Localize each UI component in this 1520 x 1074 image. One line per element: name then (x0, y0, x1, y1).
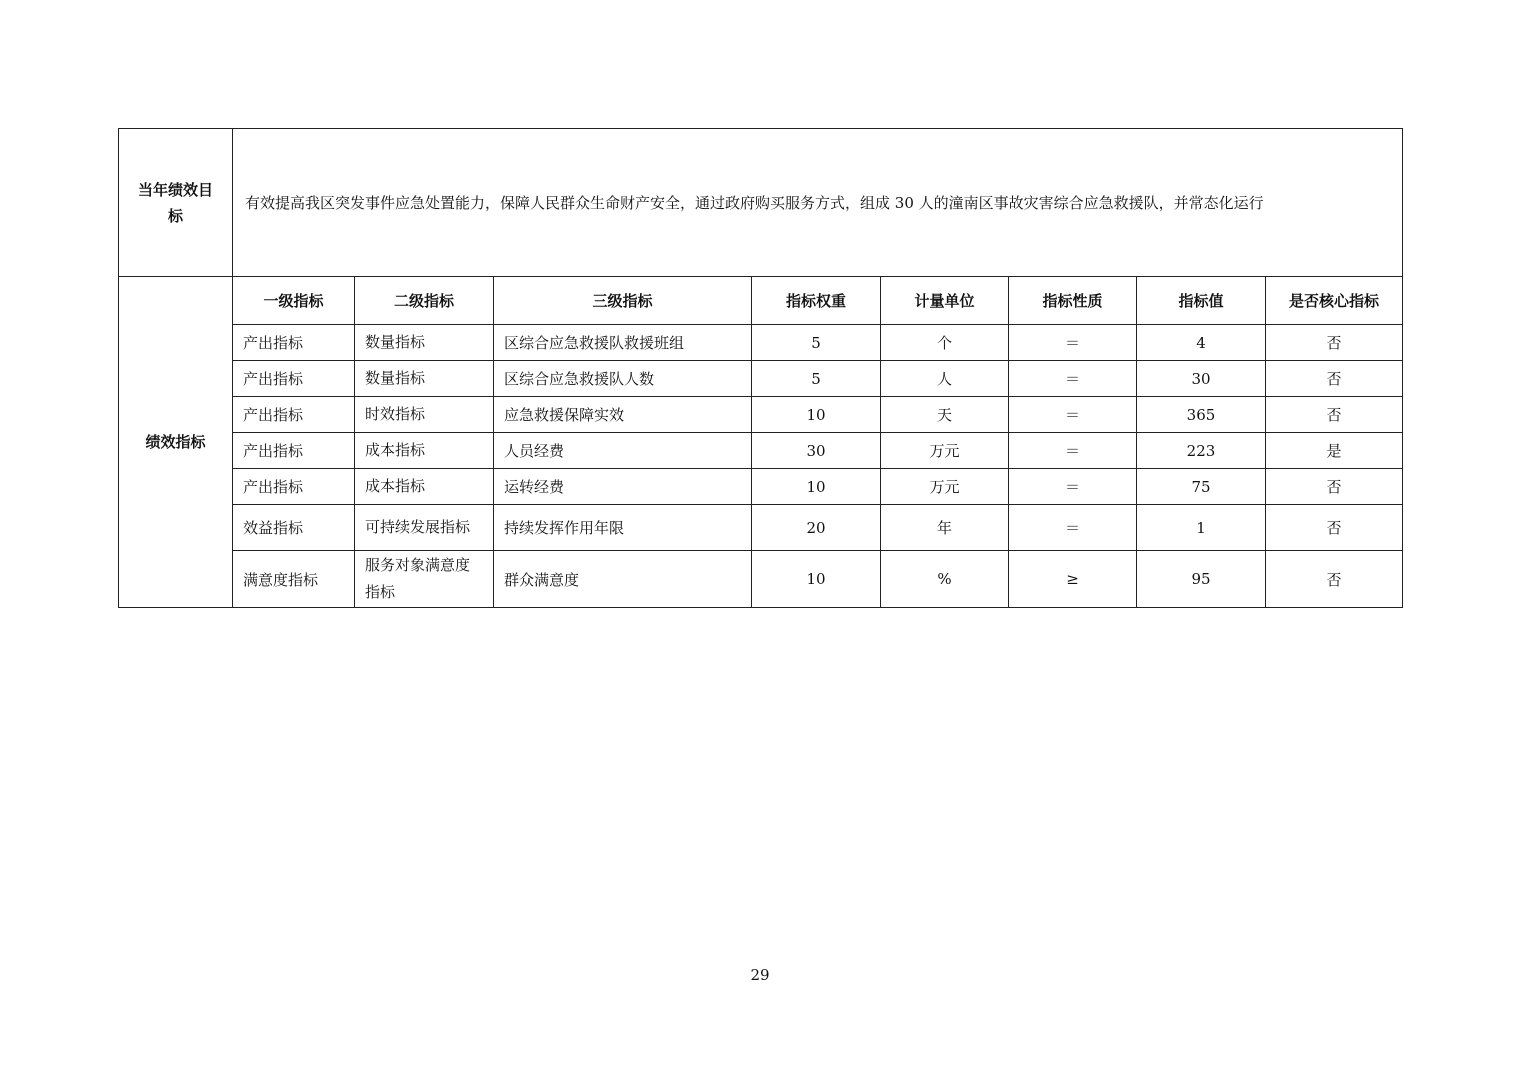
header-cell: 指标权重 (752, 277, 881, 325)
indicator-cell: ＝ (1009, 433, 1137, 469)
indicator-cell: 产出指标 (233, 397, 355, 433)
indicator-cell: 区综合应急救援队人数 (494, 361, 752, 397)
indicator-cell: 否 (1266, 505, 1403, 551)
indicator-cell: 产出指标 (233, 325, 355, 361)
indicator-cell: ＝ (1009, 325, 1137, 361)
indicator-cell: 满意度指标 (233, 551, 355, 608)
indicator-row (119, 325, 1403, 361)
indicator-cell: 20 (752, 505, 881, 551)
header-cell: 指标值 (1137, 277, 1266, 325)
indicator-cell: 否 (1266, 469, 1403, 505)
indicator-cell: 可持续发展指标 (355, 505, 494, 551)
page-number: 29 (750, 966, 770, 984)
indicator-cell: 否 (1266, 361, 1403, 397)
indicator-cell: 365 (1137, 397, 1266, 433)
indicator-cell: 成本指标 (355, 433, 494, 469)
indicator-cell: 万元 (881, 469, 1009, 505)
indicator-cell: 运转经费 (494, 469, 752, 505)
indicator-cell: 产出指标 (233, 469, 355, 505)
header-cell: 指标性质 (1009, 277, 1137, 325)
indicator-cell: 人员经费 (494, 433, 752, 469)
indicator-cell: 区综合应急救援队救援班组 (494, 325, 752, 361)
indicator-cell: 个 (881, 325, 1009, 361)
indicator-cell: 数量指标 (355, 361, 494, 397)
indicator-row (119, 397, 1403, 433)
indicator-cell: 4 (1137, 325, 1266, 361)
header-cell: 计量单位 (881, 277, 1009, 325)
indicator-cell: 10 (752, 551, 881, 608)
header-row (119, 277, 1403, 325)
goal-label: 当年绩效目标 (119, 129, 233, 277)
indicator-cell: 年 (881, 505, 1009, 551)
indicator-cell: 应急救援保障实效 (494, 397, 752, 433)
performance-table (118, 128, 1403, 608)
indicator-cell: 成本指标 (355, 469, 494, 505)
indicator-cell: 223 (1137, 433, 1266, 469)
indicator-cell: 95 (1137, 551, 1266, 608)
indicator-row (119, 505, 1403, 551)
indicator-row (119, 433, 1403, 469)
indicator-cell: 人 (881, 361, 1009, 397)
indicator-cell: 天 (881, 397, 1009, 433)
indicator-row (119, 469, 1403, 505)
indicator-cell: ＝ (1009, 505, 1137, 551)
indicator-cell: 时效指标 (355, 397, 494, 433)
indicator-cell: 否 (1266, 551, 1403, 608)
indicator-cell: 5 (752, 361, 881, 397)
indicator-cell: 否 (1266, 397, 1403, 433)
header-cell: 二级指标 (355, 277, 494, 325)
indicator-cell: 10 (752, 397, 881, 433)
indicator-cell: 万元 (881, 433, 1009, 469)
indicator-row (119, 361, 1403, 397)
indicator-cell: 1 (1137, 505, 1266, 551)
indicator-cell: 数量指标 (355, 325, 494, 361)
indicator-row (119, 551, 1403, 608)
indicator-cell: 75 (1137, 469, 1266, 505)
indicator-cell: ＝ (1009, 469, 1137, 505)
goal-row (119, 129, 1403, 277)
indicator-cell: 效益指标 (233, 505, 355, 551)
indicator-cell: 产出指标 (233, 361, 355, 397)
indicator-cell: 服务对象满意度指标 (355, 551, 494, 608)
indicator-cell: 30 (752, 433, 881, 469)
indicator-cell: ＝ (1009, 361, 1137, 397)
indicator-cell: 持续发挥作用年限 (494, 505, 752, 551)
indicator-cell: 否 (1266, 325, 1403, 361)
indicator-cell: 群众满意度 (494, 551, 752, 608)
header-cell: 是否核心指标 (1266, 277, 1403, 325)
indicator-cell: 30 (1137, 361, 1266, 397)
indicators-label: 绩效指标 (119, 277, 233, 608)
indicator-cell: ≥ (1009, 551, 1137, 608)
goal-text: 有效提高我区突发事件应急处置能力，保障人民群众生命财产安全，通过政府购买服务方式，组成 30 人的潼南区事故灾害综合应急救援队，并常态化运行 (233, 129, 1403, 277)
indicator-cell: ＝ (1009, 397, 1137, 433)
indicator-cell: 是 (1266, 433, 1403, 469)
indicator-cell: % (881, 551, 1009, 608)
indicator-cell: 10 (752, 469, 881, 505)
header-cell: 三级指标 (494, 277, 752, 325)
header-cell: 一级指标 (233, 277, 355, 325)
indicator-cell: 5 (752, 325, 881, 361)
indicator-cell: 产出指标 (233, 433, 355, 469)
